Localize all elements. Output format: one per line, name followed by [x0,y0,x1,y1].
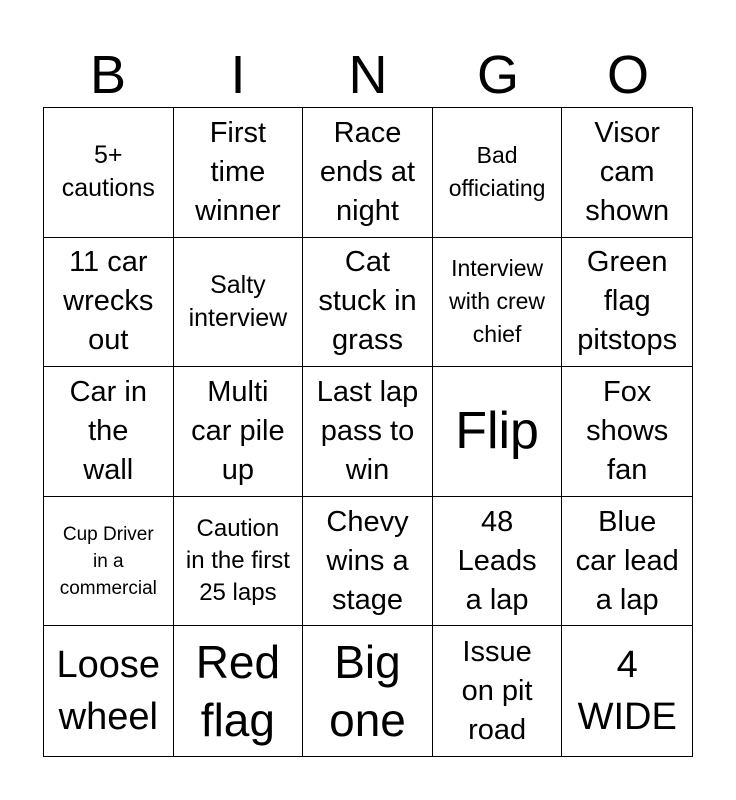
cell-text: Flip [455,402,539,461]
bingo-cell-r1c3[interactable] [303,108,433,238]
bingo-cell-r4c5[interactable] [562,497,692,627]
bingo-cell-r5c5[interactable] [562,626,692,756]
cell-text: Green flag pitstops [577,246,678,357]
bingo-cell-r2c2[interactable] [174,238,304,368]
cell-text: Fox shows fan [586,375,669,486]
bingo-cell-r5c1[interactable] [44,626,174,756]
cell-text: Visor cam shown [585,116,670,227]
cell-text: Last lap pass to win [316,375,419,486]
bingo-cell-r4c4[interactable] [433,497,563,627]
bingo-card-grid [43,107,693,757]
cell-text: 5+ cautions [61,141,155,203]
bingo-cell-r4c3[interactable] [303,497,433,627]
cell-text: 48 Leads a lap [457,505,537,616]
cell-text: Race ends at night [319,116,416,227]
bingo-cell-r2c1[interactable] [44,238,174,368]
bingo-cell-r3c1[interactable] [44,367,174,497]
header-letter-o: O [606,45,649,105]
cell-text: Big one [329,636,406,747]
cell-text: Cup Driver in a commercial [59,523,157,599]
bingo-cell-r1c4[interactable] [433,108,563,238]
header-letter-b: B [89,45,127,105]
cell-text: Issue on pit road [461,635,533,746]
header-letter-n: N [348,45,388,105]
bingo-cell-r2c4[interactable] [433,238,563,368]
bingo-header [43,44,693,106]
bingo-cell-r2c3[interactable] [303,238,433,368]
bingo-cell-r2c5[interactable] [562,238,692,368]
cell-text: Interview with crew chief [449,255,546,348]
bingo-cell-r5c2[interactable] [174,626,304,756]
bingo-cell-r1c1[interactable] [44,108,174,238]
cell-text: Car in the wall [69,375,147,486]
cell-text: 4 WIDE [577,644,677,739]
cell-text: Bad officiating [448,142,546,202]
cell-text: First time winner [195,116,281,227]
cell-text: Blue car lead a lap [575,505,679,616]
bingo-cell-r1c5[interactable] [562,108,692,238]
bingo-cell-r5c3[interactable] [303,626,433,756]
bingo-cell-r4c1[interactable] [44,497,174,627]
header-letter-g: G [476,45,519,105]
bingo-cell-r1c2[interactable] [174,108,304,238]
cell-text: Caution in the first 25 laps [185,515,290,607]
bingo-cell-r3c3[interactable] [303,367,433,497]
cell-text: Cat stuck in grass [318,246,417,357]
cell-text: Salty interview [188,270,288,332]
cell-text: Red flag [195,636,281,747]
cell-text: Multi car pile up [191,375,285,486]
cell-text: 11 car wrecks out [63,246,154,357]
bingo-cell-free-space[interactable] [433,367,563,497]
cell-text: Chevy wins a stage [326,505,409,616]
header-letter-i: I [230,45,246,105]
bingo-cell-r3c2[interactable] [174,367,304,497]
bingo-cell-r5c4[interactable] [433,626,563,756]
bingo-cell-r4c2[interactable] [174,497,304,627]
cell-text: Loose wheel [56,644,161,739]
bingo-cell-r3c5[interactable] [562,367,692,497]
